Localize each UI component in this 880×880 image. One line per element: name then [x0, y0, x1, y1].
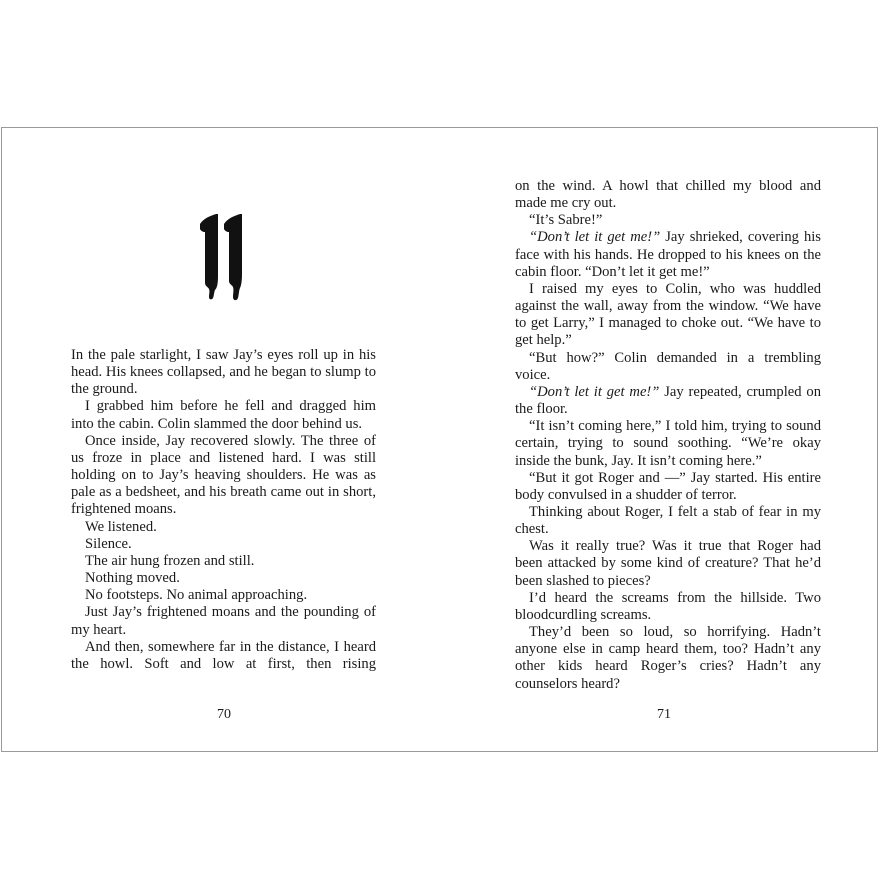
paragraph: “It’s Sabre!” — [529, 212, 603, 229]
right-page — [440, 128, 878, 751]
paragraph: Just Jay’s frightened moans and the pounding of my heart. — [71, 604, 376, 638]
paragraph: In the pale starlight, I saw Jay’s eyes roll up in his head. His knees collapsed, and he began to slump to the ground. — [71, 347, 376, 398]
paragraph: I grabbed him before he fell and dragged him into the cabin. Colin slammed the door behind us. — [71, 398, 376, 432]
paragraph: Once inside, Jay recovered slowly. The three of us froze in place and listened hard. I was still holding on to Jay’s heaving shoulders. He was as pale as a bedsheet, and his breath came out in short, frightened moans. — [71, 432, 376, 518]
paragraph: “But how?” Colin demanded in a trembling voice. — [515, 349, 821, 383]
left-page-text — [71, 347, 376, 673]
page-number-left: 70 — [217, 707, 231, 722]
page-number-right: 71 — [657, 707, 671, 722]
paragraph: Was it really true? Was it true that Roger had been attacked by some kind of creature? That he’d been slashed to pieces? — [515, 538, 821, 589]
paragraph: on the wind. A howl that chilled my blood and made me cry out. — [515, 178, 821, 212]
paragraph: We listened. — [85, 518, 157, 535]
chapter-digit-2 — [224, 214, 242, 300]
paragraph: “It isn’t coming here,” I told him, trying to sound certain, trying to sound soothing. “We’re okay inside the bunk, Jay. It isn’t coming here.” — [515, 418, 821, 469]
paragraph: They’d been so loud, so horrifying. Hadn’t anyone else in camp heard them, too? Hadn’t any other kids heard Roger’s cries? Hadn’t any counselors heard? — [515, 624, 821, 692]
left-page — [2, 128, 440, 751]
italic-dialogue: “Don’t let it get me!” — [529, 383, 660, 400]
chapter-number-graphic — [196, 214, 246, 304]
right-page-text — [515, 178, 821, 693]
paragraph: I raised my eyes to Colin, who was huddled against the wall, away from the window. “We have to get Larry,” I managed to choke out. “We have to get help.” — [515, 280, 821, 349]
italic-dialogue: “Don’t let it get me!” — [529, 229, 661, 246]
paragraph: “Don’t let it get me!” Jay repeated, crumpled on the floor. — [515, 383, 821, 418]
paragraph: Silence. — [85, 535, 132, 552]
paragraph: No footsteps. No animal approaching. — [85, 587, 308, 604]
paragraph: I’d heard the screams from the hillside. Two bloodcurdling screams. — [515, 589, 821, 623]
paragraph: The air hung frozen and still. — [85, 552, 255, 569]
book-spread — [1, 127, 878, 752]
paragraph: Thinking about Roger, I felt a stab of fear in my chest. — [515, 503, 821, 538]
paragraph: “Don’t let it get me!” Jay shrieked, covering his face with his hands. He dropped to his knees on the cabin floor. “Don’t let it get me!” — [515, 229, 821, 280]
paragraph: And then, somewhere far in the distance, I heard the howl. Soft and low at first, then rising — [71, 638, 376, 672]
paragraph: Nothing moved. — [85, 570, 180, 587]
paragraph: “But it got Roger and —” Jay started. His entire body convulsed in a shudder of terror. — [515, 469, 821, 503]
chapter-number-text — [2, 128, 3, 129]
chapter-digit-1 — [200, 214, 218, 299]
